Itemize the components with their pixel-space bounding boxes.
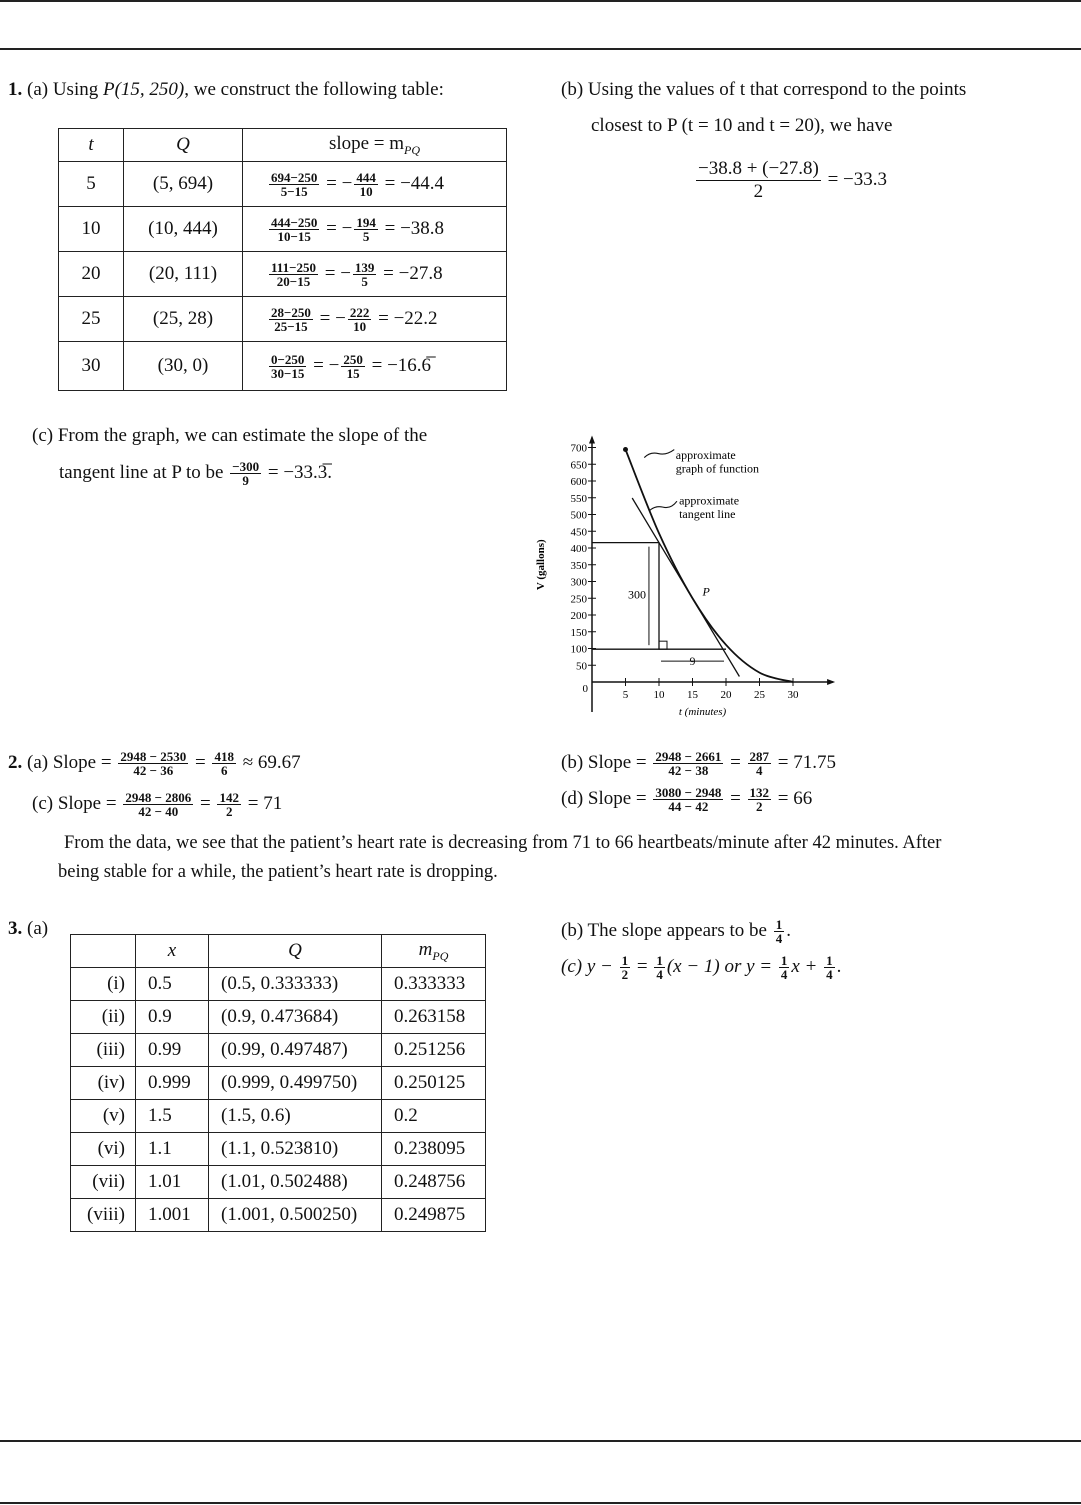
table-row: [59, 162, 507, 207]
y-tick-label: 400: [570, 543, 587, 555]
cell-q: (10, 444): [124, 207, 243, 252]
header-m: [382, 935, 486, 968]
fraction: [653, 750, 723, 777]
y-tick-label: 250: [570, 593, 587, 606]
part-a-label: (a) Using: [27, 79, 103, 100]
y-tick-label: 650: [570, 459, 587, 472]
period: .: [786, 919, 791, 941]
sign: = −: [324, 262, 351, 284]
y-tick-label: 350: [570, 559, 587, 572]
cell-x: 0.99: [136, 1034, 209, 1067]
part-b-text: (b) The slope appears to be: [561, 919, 767, 941]
table-row: [71, 1133, 486, 1166]
cell-m: 0.2: [382, 1100, 486, 1133]
numerator: 194: [356, 214, 376, 230]
denominator: 10: [359, 183, 373, 199]
tangent-result: = −33.3̅.: [267, 461, 333, 483]
denominator: 6: [220, 763, 228, 778]
y-tick-label: 200: [570, 610, 587, 622]
cell-m: 0.238095: [382, 1133, 486, 1166]
cell-q: (0.5, 0.333333): [209, 968, 382, 1001]
table-row: [71, 1199, 486, 1232]
denominator: 2: [753, 181, 764, 202]
numerator: 1: [775, 917, 783, 932]
problem-2-conclusion-line1: From the data, we see that the patient’s heart rate is decreasing from 71 to 66 heartbeats/minute after 42 minutes. After: [64, 833, 942, 853]
numerator: 1: [621, 953, 629, 968]
header-q: Q: [209, 935, 382, 968]
problem-3-part-b: [561, 918, 791, 945]
result: = −16.6̅: [371, 354, 432, 376]
tangent-label-leader: [649, 501, 677, 511]
part-c-text: tangent line at P to be: [59, 461, 224, 483]
problem-number: 3.: [8, 918, 23, 939]
cell-m: 0.251256: [382, 1034, 486, 1067]
cell-index: (ii): [71, 1001, 136, 1034]
problem-3-part-c: [561, 954, 841, 981]
denominator: 10: [353, 318, 367, 334]
fraction: [354, 171, 378, 198]
denominator: 10−15: [277, 228, 311, 244]
problem-1-part-c-line1: (c) From the graph, we can estimate the slope of the: [32, 425, 428, 446]
fraction: [354, 216, 378, 243]
denominator: 15: [346, 365, 360, 381]
cell-index: (vii): [71, 1166, 136, 1199]
cell-q: (0.999, 0.499750): [209, 1067, 382, 1100]
problem-2-part-b: (b) Slope = $\frac{2948 - 2661}{42 - 38}$ = $\frac{287}{4}$ = 71.75: [561, 749, 837, 778]
part-a-label: (a): [27, 918, 49, 939]
numerator: 1: [780, 953, 788, 968]
header-m-sub: PQ: [432, 948, 449, 963]
numerator: 222: [349, 304, 370, 320]
slope-label: (c) Slope =: [32, 792, 117, 814]
problem-1-part-b-equation: [694, 158, 887, 203]
cell-t: 25: [59, 297, 124, 342]
denominator: 30−15: [271, 365, 305, 381]
cell-q: (1.01, 0.502488): [209, 1166, 382, 1199]
table-row: [71, 968, 486, 1001]
cell-m: 0.248756: [382, 1166, 486, 1199]
fraction: [217, 791, 241, 818]
cell-index: (viii): [71, 1199, 136, 1232]
numerator: 132: [749, 785, 770, 800]
header-slope-sub: PQ: [404, 142, 421, 157]
table-row: [59, 297, 507, 342]
volume-graph: [530, 420, 850, 726]
header-index: [71, 935, 136, 968]
cell-x: 0.9: [136, 1001, 209, 1034]
numerator: 1: [656, 953, 663, 968]
table-row: [71, 1166, 486, 1199]
numerator: 2948 − 2530: [120, 749, 187, 764]
denominator: 42 − 36: [133, 763, 174, 778]
table-row: [71, 1001, 486, 1034]
part-a-tail: , we construct the following table:: [184, 79, 444, 100]
top-rule: [0, 0, 1081, 2]
cell-m: 0.249875: [382, 1199, 486, 1232]
denominator: 4: [780, 967, 788, 982]
numerator: −300: [232, 459, 260, 474]
x-tick-label: 15: [687, 689, 698, 701]
result: ≈ 69.67: [242, 751, 301, 773]
numerator: 2948 − 2661: [655, 749, 722, 764]
cell-q: (0.9, 0.473684): [209, 1001, 382, 1034]
numerator: −38.8 + (−27.8): [698, 158, 819, 179]
fraction: [748, 786, 772, 813]
numerator: 444−250: [271, 214, 318, 230]
cell-t: 20: [59, 252, 124, 297]
cell-q: (1.5, 0.6): [209, 1100, 382, 1133]
rise-label: 300: [627, 587, 646, 602]
equals: =: [636, 955, 648, 977]
y-tick-label: 500: [570, 509, 587, 522]
tangent-fraction: [230, 460, 261, 487]
fraction: [824, 954, 835, 981]
period: .: [836, 955, 842, 977]
denominator: 44 − 42: [668, 799, 709, 814]
cell-index: (iii): [71, 1034, 136, 1067]
problem-1-part-b-line2: closest to P (t = 10 and t = 20), we have: [591, 115, 893, 136]
equation-x-plus: x +: [791, 955, 818, 977]
cell-m: 0.263158: [382, 1001, 486, 1034]
x-tick-label: 5: [622, 689, 629, 701]
fraction: [212, 750, 236, 777]
cell-slope: [243, 162, 507, 207]
table-row: [71, 1034, 486, 1067]
numerator: 139: [354, 259, 375, 275]
y-tick-label: 550: [570, 492, 587, 505]
denominator: 2: [225, 804, 233, 819]
run-label: 9: [689, 654, 696, 669]
problem-1-part-b-line1: (b) Using the values of t that correspond to the points: [561, 79, 967, 100]
cell-m: 0.333333: [382, 968, 486, 1001]
cell-q: (1.1, 0.523810): [209, 1133, 382, 1166]
cell-t: 10: [59, 207, 124, 252]
problem-2-part-c: (c) Slope = $\frac{2948 - 2806}{42 - 40}$ = $\frac{142}{2}$ = 71: [32, 790, 283, 819]
denominator: 42 − 40: [138, 804, 179, 819]
average-fraction: [696, 158, 821, 203]
numerator: 694−250: [271, 169, 318, 185]
fraction: [654, 954, 665, 981]
denominator: 2: [621, 967, 629, 982]
fraction: [341, 353, 365, 380]
fraction: [269, 171, 319, 198]
denominator: 5−15: [280, 183, 308, 199]
tangent-label-line2: tangent line: [679, 506, 736, 521]
cell-q: (0.99, 0.497487): [209, 1034, 382, 1067]
tangent-label-line1: approximate: [679, 493, 740, 508]
numerator: 111−250: [271, 259, 316, 275]
cell-index: (i): [71, 968, 136, 1001]
origin-label: 0: [582, 683, 588, 695]
denominator: 4: [656, 967, 663, 982]
cell-x: 1.5: [136, 1100, 209, 1133]
table-row: [71, 1067, 486, 1100]
equation-start: (c) y −: [561, 955, 613, 977]
y-tick-label: 150: [570, 626, 587, 639]
result: = 66: [777, 787, 813, 809]
cell-q: (25, 28): [124, 297, 243, 342]
slope-label: (a) Slope =: [27, 751, 112, 773]
denominator: 42 − 38: [668, 763, 709, 778]
fraction: [118, 750, 188, 777]
result: = −27.8: [383, 262, 443, 284]
denominator: 2: [756, 799, 763, 814]
y-axis-label: V (gallons): [535, 539, 547, 591]
denominator: 4: [775, 931, 783, 946]
result: = 71: [247, 792, 283, 814]
sign: = −: [319, 307, 346, 329]
cell-q: (1.001, 0.500250): [209, 1199, 382, 1232]
denominator: 9: [242, 473, 249, 488]
sign: = −: [326, 217, 353, 239]
sign: = −: [326, 172, 353, 194]
cell-m: 0.250125: [382, 1067, 486, 1100]
denominator: 20−15: [276, 273, 311, 289]
sign: = −: [313, 354, 340, 376]
x-tick-label: 20: [720, 689, 732, 701]
numerator: 28−250: [271, 304, 311, 320]
cell-slope: [243, 252, 507, 297]
problem-3-part-a: [8, 918, 48, 940]
problem-2-part-a: 2. (a) Slope = $\frac{2948 - 2530}{42 - 36}$ = $\frac{418}{6}$ ≈ 69.67: [8, 749, 301, 778]
cell-x: 0.999: [136, 1067, 209, 1100]
right-angle-marker: [659, 641, 667, 649]
result: = −22.2: [378, 307, 438, 329]
cell-index: (iv): [71, 1067, 136, 1100]
y-tick-label: 700: [570, 442, 587, 455]
table-row: [59, 252, 507, 297]
numerator: 444: [356, 169, 376, 185]
header-rule: [0, 48, 1081, 50]
graph-label-leader: [644, 450, 674, 458]
header-t: t: [59, 129, 124, 162]
cell-slope: [243, 297, 507, 342]
cell-t: 5: [59, 162, 124, 207]
graph-svg: [530, 420, 850, 720]
header-x: x: [136, 935, 209, 968]
x-axis-arrow: [827, 679, 835, 685]
numerator: 287: [749, 749, 770, 764]
equation-middle: (x − 1) or y =: [666, 955, 773, 977]
header-slope: [243, 129, 507, 162]
numerator: 2948 − 2806: [125, 790, 192, 805]
function-start-point: [623, 447, 628, 452]
table-row: [71, 1100, 486, 1133]
numerator: 142: [219, 790, 239, 805]
header-slope-text: slope = m: [328, 132, 405, 154]
table-row: [59, 207, 507, 252]
graph-label-line2: graph of function: [675, 461, 760, 476]
result: = −38.8: [384, 217, 445, 239]
numerator: 250: [343, 351, 363, 367]
fraction: [653, 786, 723, 813]
table-row: [59, 342, 507, 391]
y-axis-arrow: [589, 435, 595, 443]
y-tick-label: 50: [576, 660, 587, 673]
fraction: [779, 954, 790, 981]
denominator: 5: [361, 273, 368, 289]
cell-q: (20, 111): [124, 252, 243, 297]
slope-label: (b) Slope =: [561, 751, 647, 773]
result: = −44.4: [384, 172, 445, 194]
graph-label-line1: approximate: [675, 448, 736, 463]
y-tick-label: 300: [570, 576, 587, 589]
function-curve: [626, 450, 794, 682]
denominator: 4: [826, 967, 833, 982]
cell-q: (30, 0): [124, 342, 243, 391]
cell-slope: [243, 207, 507, 252]
fraction: [348, 306, 372, 333]
problem-number: 2.: [8, 751, 23, 773]
fraction: [620, 954, 631, 981]
y-tick-label: 450: [570, 526, 587, 539]
footer-rule-top: [0, 1440, 1081, 1442]
denominator: 5: [362, 228, 370, 244]
fraction: [269, 353, 306, 380]
point-label: P: [702, 584, 710, 599]
numerator: 0−250: [271, 351, 305, 367]
cell-x: 0.5: [136, 968, 209, 1001]
point-p: P(15, 250): [102, 79, 185, 100]
fraction: [269, 216, 319, 243]
cell-x: 1.01: [136, 1166, 209, 1199]
fraction: [269, 261, 318, 288]
cell-index: (v): [71, 1100, 136, 1133]
fraction: [748, 750, 772, 777]
y-tick-label: 600: [570, 476, 587, 488]
numerator: 418: [214, 749, 234, 764]
cell-x: 1.001: [136, 1199, 209, 1232]
cell-slope: [243, 342, 507, 391]
problem-2-conclusion-line2: being stable for a while, the patient’s heart rate is dropping.: [58, 862, 498, 882]
fraction: [774, 918, 785, 945]
x-axis-label: t (minutes): [678, 706, 727, 718]
x-tick-label: 30: [787, 689, 799, 701]
secant-slope-table: [58, 128, 507, 391]
y-tick-label: 100: [570, 643, 587, 656]
fraction: [123, 791, 193, 818]
numerator: 1: [826, 953, 833, 968]
problem-1-part-a: [8, 79, 444, 101]
slope-approximation-table: [70, 934, 486, 1232]
average-result: = −33.3: [827, 168, 887, 190]
cell-q: (5, 694): [124, 162, 243, 207]
slope-label: (d) Slope =: [561, 787, 647, 809]
numerator: 3080 − 2948: [655, 785, 722, 800]
header-m-text: m: [418, 938, 433, 960]
footer-rule-bottom: [0, 1502, 1081, 1504]
denominator: 25−15: [274, 318, 308, 334]
fraction: [353, 261, 377, 288]
problem-1-part-c-line2: [59, 460, 332, 487]
cell-t: 30: [59, 342, 124, 391]
denominator: 4: [756, 763, 763, 778]
problem-number: 1.: [8, 79, 23, 100]
x-tick-label: 25: [754, 689, 765, 701]
cell-x: 1.1: [136, 1133, 209, 1166]
header-q: Q: [124, 129, 243, 162]
cell-index: (vi): [71, 1133, 136, 1166]
problem-2-part-d: (d) Slope = $\frac{3080 - 2948}{44 - 42}$ = $\frac{132}{2}$ = 66: [561, 785, 813, 814]
fraction: [269, 306, 313, 333]
result: = 71.75: [777, 751, 837, 773]
x-tick-label: 10: [653, 689, 665, 701]
